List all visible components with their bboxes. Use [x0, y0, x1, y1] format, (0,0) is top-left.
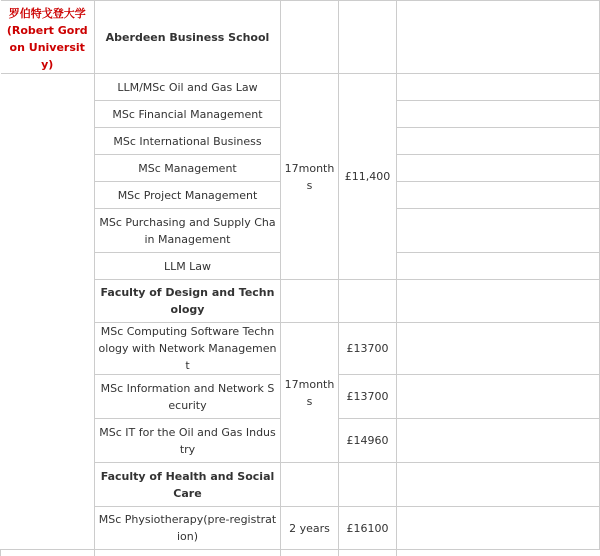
empty-cell — [397, 463, 600, 507]
faculty-name: Faculty of Design and Technology — [95, 280, 281, 323]
course-name: MSc International Business — [95, 128, 281, 155]
university-name-cell — [1, 1, 95, 74]
course-name: MSc IT for the Oil and Gas Industry — [95, 419, 281, 463]
empty-cell — [397, 128, 600, 155]
empty-cell — [339, 1, 397, 74]
empty-cell — [397, 101, 600, 128]
course-name: MSc Computing Software Technology with Network Management — [95, 323, 281, 375]
empty-cell — [397, 323, 600, 375]
course-name: MSc Purchasing and Supply Chain Management — [95, 209, 281, 253]
empty-cell — [281, 463, 339, 507]
course-fee: £13700 — [339, 323, 397, 375]
empty-cell — [397, 253, 600, 280]
empty-cell — [281, 280, 339, 323]
course-name: LLM/MSc Oil and Gas Law — [95, 74, 281, 101]
empty-cell — [397, 182, 600, 209]
university-spacer — [1, 74, 95, 550]
empty-cell — [397, 375, 600, 419]
course-name: LLM Law — [95, 253, 281, 280]
empty-cell — [95, 550, 281, 556]
course-fee: £13700 — [339, 375, 397, 419]
empty-cell — [397, 419, 600, 463]
empty-cell — [397, 155, 600, 182]
university-name-cn: 罗伯特戈登大学 — [8, 7, 86, 20]
empty-cell — [397, 209, 600, 253]
empty-cell — [397, 74, 600, 101]
course-name: MSc Management — [95, 155, 281, 182]
course-name: MSc Information and Network Security — [95, 375, 281, 419]
empty-cell — [1, 550, 95, 556]
table-row — [1, 1, 600, 74]
empty-cell — [281, 1, 339, 74]
course-name: MSc Project Management — [95, 182, 281, 209]
course-fee: £11,400 — [339, 74, 397, 280]
empty-cell — [339, 280, 397, 323]
course-duration: 2 years — [281, 507, 339, 550]
faculty-name: Faculty of Health and Social Care — [95, 463, 281, 507]
faculty-name: Aberdeen Business School — [95, 1, 281, 74]
empty-cell — [397, 507, 600, 550]
course-fee: £14960 — [339, 419, 397, 463]
course-fee: £16100 — [339, 507, 397, 550]
empty-cell — [397, 280, 600, 323]
empty-cell — [397, 1, 600, 74]
empty-cell — [339, 463, 397, 507]
course-name: MSc Physiotherapy(pre-registration) — [95, 507, 281, 550]
university-name-en: (Robert Gordon University) — [6, 24, 88, 71]
table-row — [1, 550, 600, 556]
course-duration: 17months — [281, 323, 339, 463]
course-duration: 17months — [281, 74, 339, 280]
empty-cell — [281, 550, 339, 556]
table-row — [1, 74, 600, 101]
course-name: MSc Financial Management — [95, 101, 281, 128]
empty-cell — [339, 550, 397, 556]
